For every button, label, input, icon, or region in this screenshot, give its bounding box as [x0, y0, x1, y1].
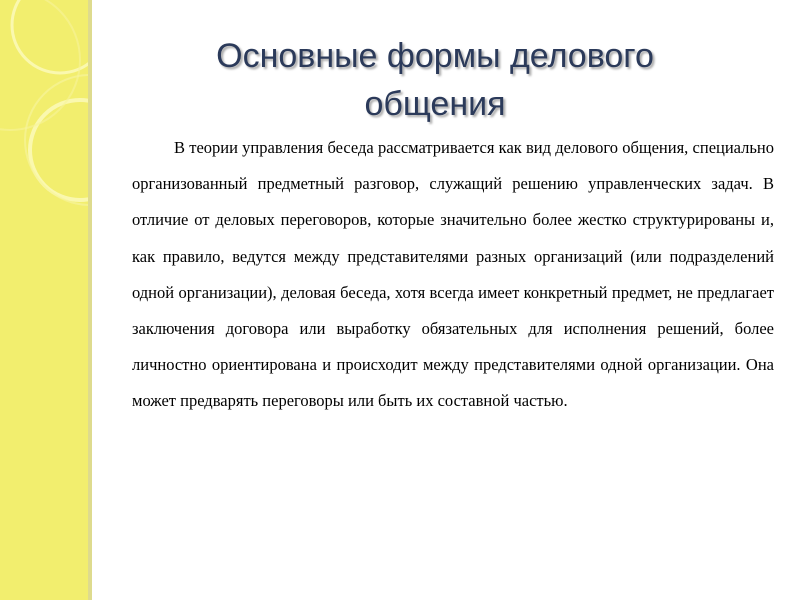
decorative-circles	[0, 0, 88, 600]
slide-body-text: В теории управления беседа рассматривается как вид делового общения, специально организованный предметный разговор, служащий решению управленческих задач. В отличие от деловых переговоров, которые значительно более жестко структурированы и, как правило, ведутся между представителями разных организаций (или подразделений одной организации), деловая беседа, хотя всегда имеет конкретный предмет, не предлагает заключения договора или выработку обязательных для исполнения решений, более личностно ориентирована и происходит между представителями одной организации. Она может предварять переговоры или быть их составной частью.	[132, 138, 774, 411]
side-band-edge	[88, 0, 92, 600]
decorative-side-band	[0, 0, 88, 600]
slide-title: Основные формы делового общения	[216, 37, 654, 123]
